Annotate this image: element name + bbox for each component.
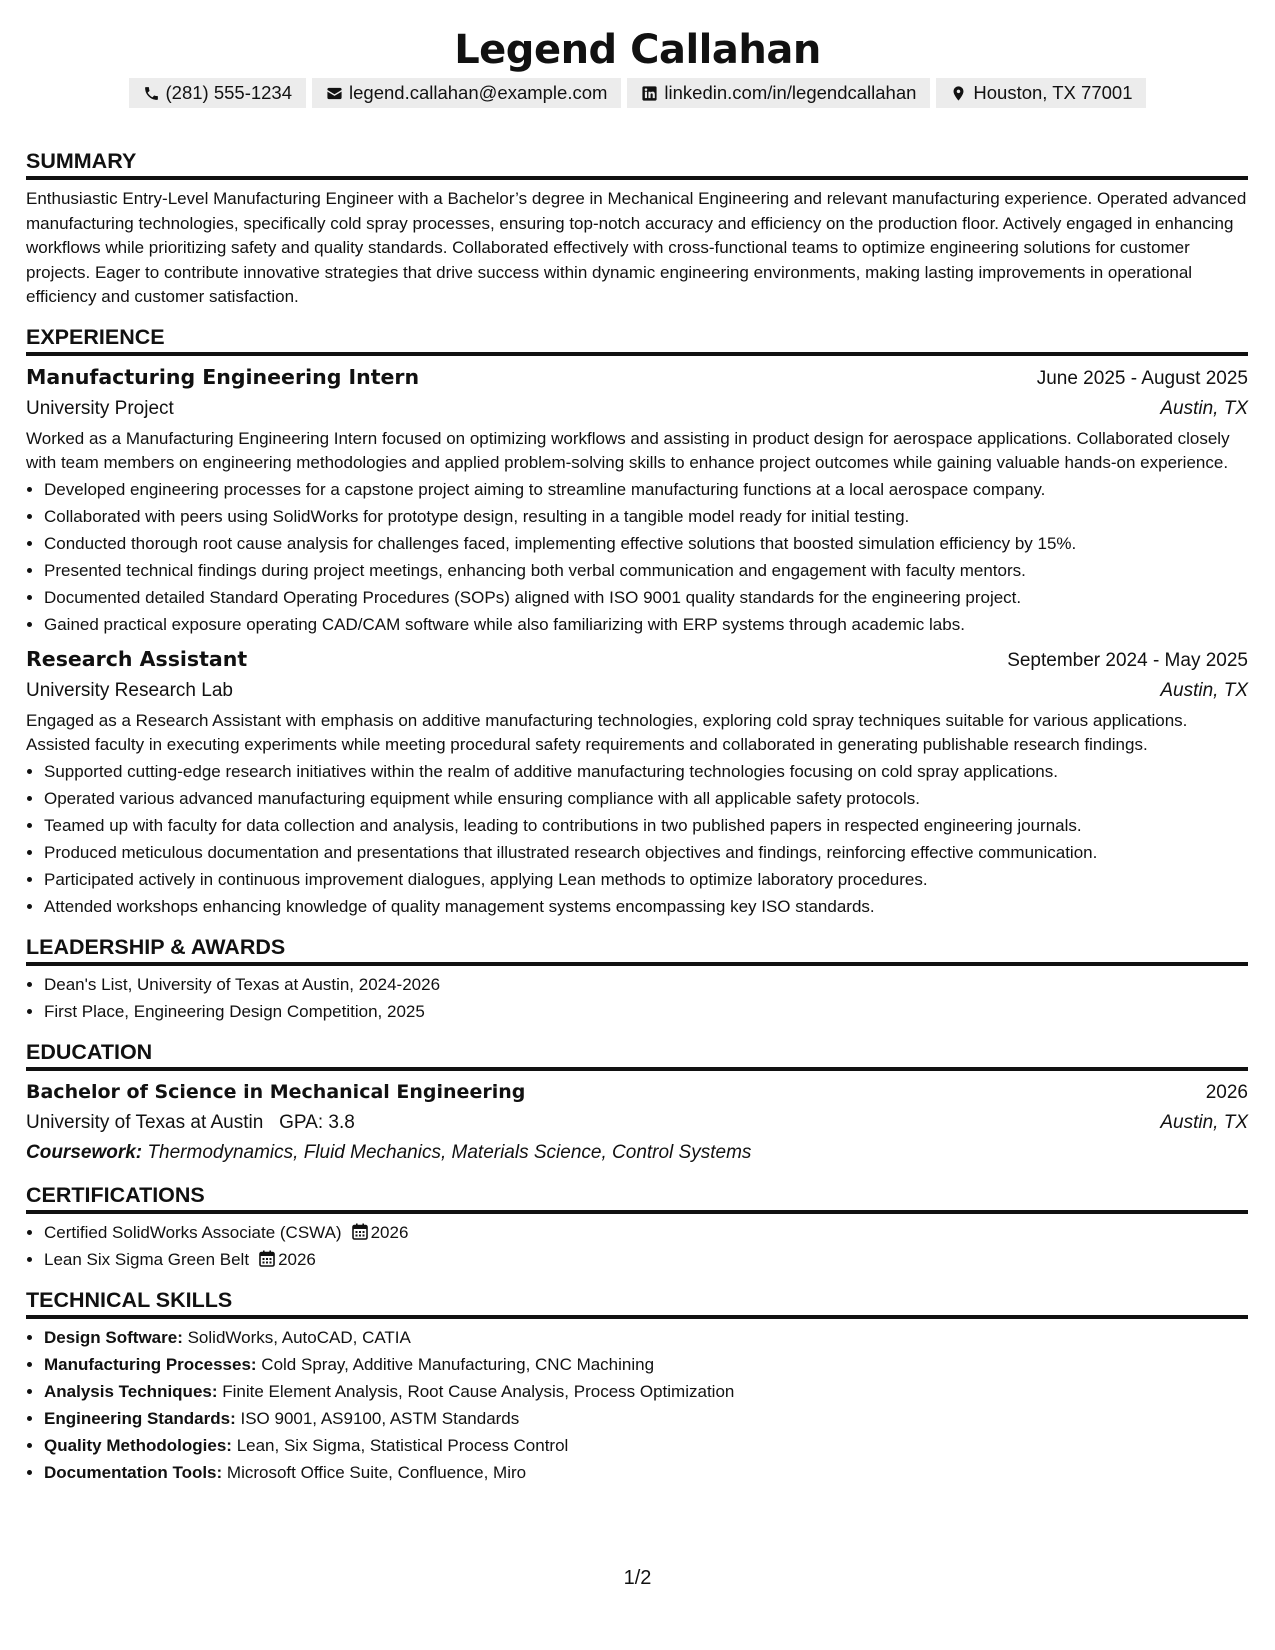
gpa: GPA: 3.8: [279, 1111, 355, 1133]
list-item: • Participated actively in continuous improvement dialogues, applying Lean methods to optimize laboratory procedures.: [44, 866, 1248, 893]
skill-value: Microsoft Office Suite, Confluence, Miro: [226, 1462, 527, 1482]
candidate-name: Legend Callahan: [454, 27, 821, 73]
skill-label: Analysis Techniques:: [44, 1381, 218, 1401]
job-title: Research Assistant: [26, 646, 248, 671]
linkedin-text: linkedin.com/in/legendcallahan: [664, 82, 917, 103]
phone-icon: [143, 85, 160, 102]
coursework-list: Thermodynamics, Fluid Mechanics, Materials Science, Control Systems: [147, 1141, 752, 1163]
phone-text: (281) 555-1234: [165, 82, 293, 103]
section-title-certifications: CERTIFICATIONS: [26, 1182, 1248, 1214]
calendar-icon: [259, 1250, 275, 1267]
list-item: [44, 1459, 1248, 1486]
list-item: • Presented technical findings during project meetings, enhancing both verbal communication and engagement with faculty mentors.: [44, 557, 1248, 584]
contact-linkedin[interactable]: [627, 78, 930, 108]
job-location: Austin, TX: [1160, 397, 1248, 419]
school-location: Austin, TX: [1160, 1111, 1248, 1133]
certifications-section: [26, 1182, 1248, 1273]
list-item: [44, 1246, 1248, 1273]
job-dates: June 2025 - August 2025: [1036, 367, 1248, 389]
skill-value: Finite Element Analysis, Root Cause Analysis, Process Optimization: [222, 1381, 735, 1401]
awards-list: [26, 971, 1248, 1025]
list-item: • Developed engineering processes for a capstone project aiming to streamline manufacturing functions at a local aerospace company.: [44, 476, 1248, 503]
coursework-label: Coursework:: [26, 1141, 143, 1163]
job-organization: University Research Lab: [26, 679, 233, 701]
skill-label: Quality Methodologies:: [44, 1435, 232, 1455]
summary-section: [26, 148, 1248, 310]
list-item: [44, 1324, 1248, 1351]
resume-body: [26, 148, 1248, 1500]
school-line: [26, 1108, 355, 1138]
section-title-summary: SUMMARY: [26, 148, 1248, 180]
location-text: Houston, TX 77001: [973, 82, 1133, 103]
job-entry: [26, 362, 1248, 638]
page-number: 1/2: [623, 1567, 652, 1589]
linkedin-icon: [641, 85, 658, 102]
skill-label: Manufacturing Processes:: [44, 1354, 257, 1374]
contact-location: [936, 78, 1146, 108]
calendar-icon: [352, 1223, 368, 1240]
job-bullets: [26, 476, 1248, 638]
degree-title: Bachelor of Science in Mechanical Engineering: [26, 1080, 526, 1103]
email-text: legend.callahan@example.com: [349, 82, 608, 103]
job-location: Austin, TX: [1160, 679, 1248, 701]
certifications-list: [26, 1219, 1248, 1273]
list-item: • First Place, Engineering Design Competition, 2025: [44, 998, 1248, 1025]
skill-value: SolidWorks, AutoCAD, CATIA: [187, 1327, 411, 1347]
coursework-line: [26, 1138, 1248, 1168]
certification-year: 2026: [370, 1222, 409, 1242]
certification-name: Certified SolidWorks Associate (CSWA): [44, 1222, 342, 1242]
section-title-education: EDUCATION: [26, 1039, 1248, 1071]
section-title-leadership: LEADERSHIP & AWARDS: [26, 934, 1248, 966]
list-item: • Teamed up with faculty for data collection and analysis, leading to contributions in two published papers in respected engineering journals.: [44, 812, 1248, 839]
graduation-year: 2026: [1205, 1081, 1248, 1103]
summary-text: Enthusiastic Entry-Level Manufacturing Engineer with a Bachelor’s degree in Mechanical Engineering and relevant manufacturing experience. Operated advanced manufacturing technologies, specifically cold spray processes, ensuring top-notch accuracy and efficiency on the production floor. Actively engaged in enhancing workflows while prioritizing safety and quality standards. Collaborated effectively with cross-functional teams to optimize engineering solutions for customer projects. Eager to contribute innovative strategies that drive success within dynamic engineering environments, making lasting improvements in operational efficiency and customer satisfaction.: [26, 189, 1247, 306]
skills-section: [26, 1287, 1248, 1486]
skills-list: [26, 1324, 1248, 1486]
contact-email[interactable]: [312, 78, 621, 108]
map-pin-icon: [950, 85, 967, 102]
section-title-skills: TECHNICAL SKILLS: [26, 1287, 1248, 1319]
skill-label: Documentation Tools:: [44, 1462, 223, 1482]
list-item: [44, 1351, 1248, 1378]
skill-value: ISO 9001, AS9100, ASTM Standards: [240, 1408, 520, 1428]
list-item: • Produced meticulous documentation and presentations that illustrated research objectives and findings, reinforcing effective communication.: [44, 839, 1248, 866]
section-title-experience: EXPERIENCE: [26, 324, 1248, 356]
experience-section: [26, 324, 1248, 920]
skill-label: Design Software:: [44, 1327, 183, 1347]
contact-phone[interactable]: [129, 78, 307, 108]
list-item: • Supported cutting-edge research initiatives within the realm of additive manufacturing technologies focusing on cold spray applications.: [44, 758, 1248, 785]
job-dates: September 2024 - May 2025: [1007, 649, 1248, 671]
list-item: [44, 1378, 1248, 1405]
job-title: Manufacturing Engineering Intern: [26, 364, 420, 389]
education-section: [26, 1039, 1248, 1168]
school-name: University of Texas at Austin: [26, 1111, 264, 1133]
list-item: [44, 1432, 1248, 1459]
list-item: • Gained practical exposure operating CAD/CAM software while also familiarizing with ERP systems through academic labs.: [44, 611, 1248, 638]
certification-year: 2026: [278, 1249, 316, 1269]
skill-value: Lean, Six Sigma, Statistical Process Control: [236, 1435, 569, 1455]
skill-value: Cold Spray, Additive Manufacturing, CNC Machining: [261, 1354, 655, 1374]
certification-name: Lean Six Sigma Green Belt: [44, 1249, 250, 1269]
leadership-section: [26, 934, 1248, 1025]
job-description: Engaged as a Research Assistant with emphasis on additive manufacturing technologies, exploring cold spray techniques suitable for various applications. Assisted faculty in executing experiments while meeting procedural safety requirements and collaborated in generating publishable research findings.: [26, 710, 1188, 754]
list-item: [44, 1219, 1248, 1246]
job-organization: University Project: [26, 397, 174, 419]
envelope-icon: [326, 85, 343, 102]
list-item: • Operated various advanced manufacturing equipment while ensuring compliance with all applicable safety protocols.: [44, 785, 1248, 812]
list-item: • Documented detailed Standard Operating Procedures (SOPs) aligned with ISO 9001 quality standards for the engineering project.: [44, 584, 1248, 611]
list-item: • Attended workshops enhancing knowledge of quality management systems encompassing key ISO standards.: [44, 893, 1248, 920]
list-item: [44, 1405, 1248, 1432]
job-bullets: [26, 758, 1248, 920]
list-item: • Conducted thorough root cause analysis for challenges faced, implementing effective solutions that boosted simulation efficiency by 15%.: [44, 530, 1248, 557]
job-description: Worked as a Manufacturing Engineering Intern focused on optimizing workflows and assisting in product design for aerospace applications. Collaborated closely with team members on engineering methodologies and applied problem-solving skills to enhance project outcomes while gaining valuable hands-on experience.: [26, 428, 1230, 472]
skill-label: Engineering Standards:: [44, 1408, 236, 1428]
list-item: • Collaborated with peers using SolidWorks for prototype design, resulting in a tangible model ready for initial testing.: [44, 503, 1248, 530]
job-entry: [26, 644, 1248, 920]
list-item: • Dean's List, University of Texas at Austin, 2024-2026: [44, 971, 1248, 998]
contact-bar: [0, 78, 1275, 108]
